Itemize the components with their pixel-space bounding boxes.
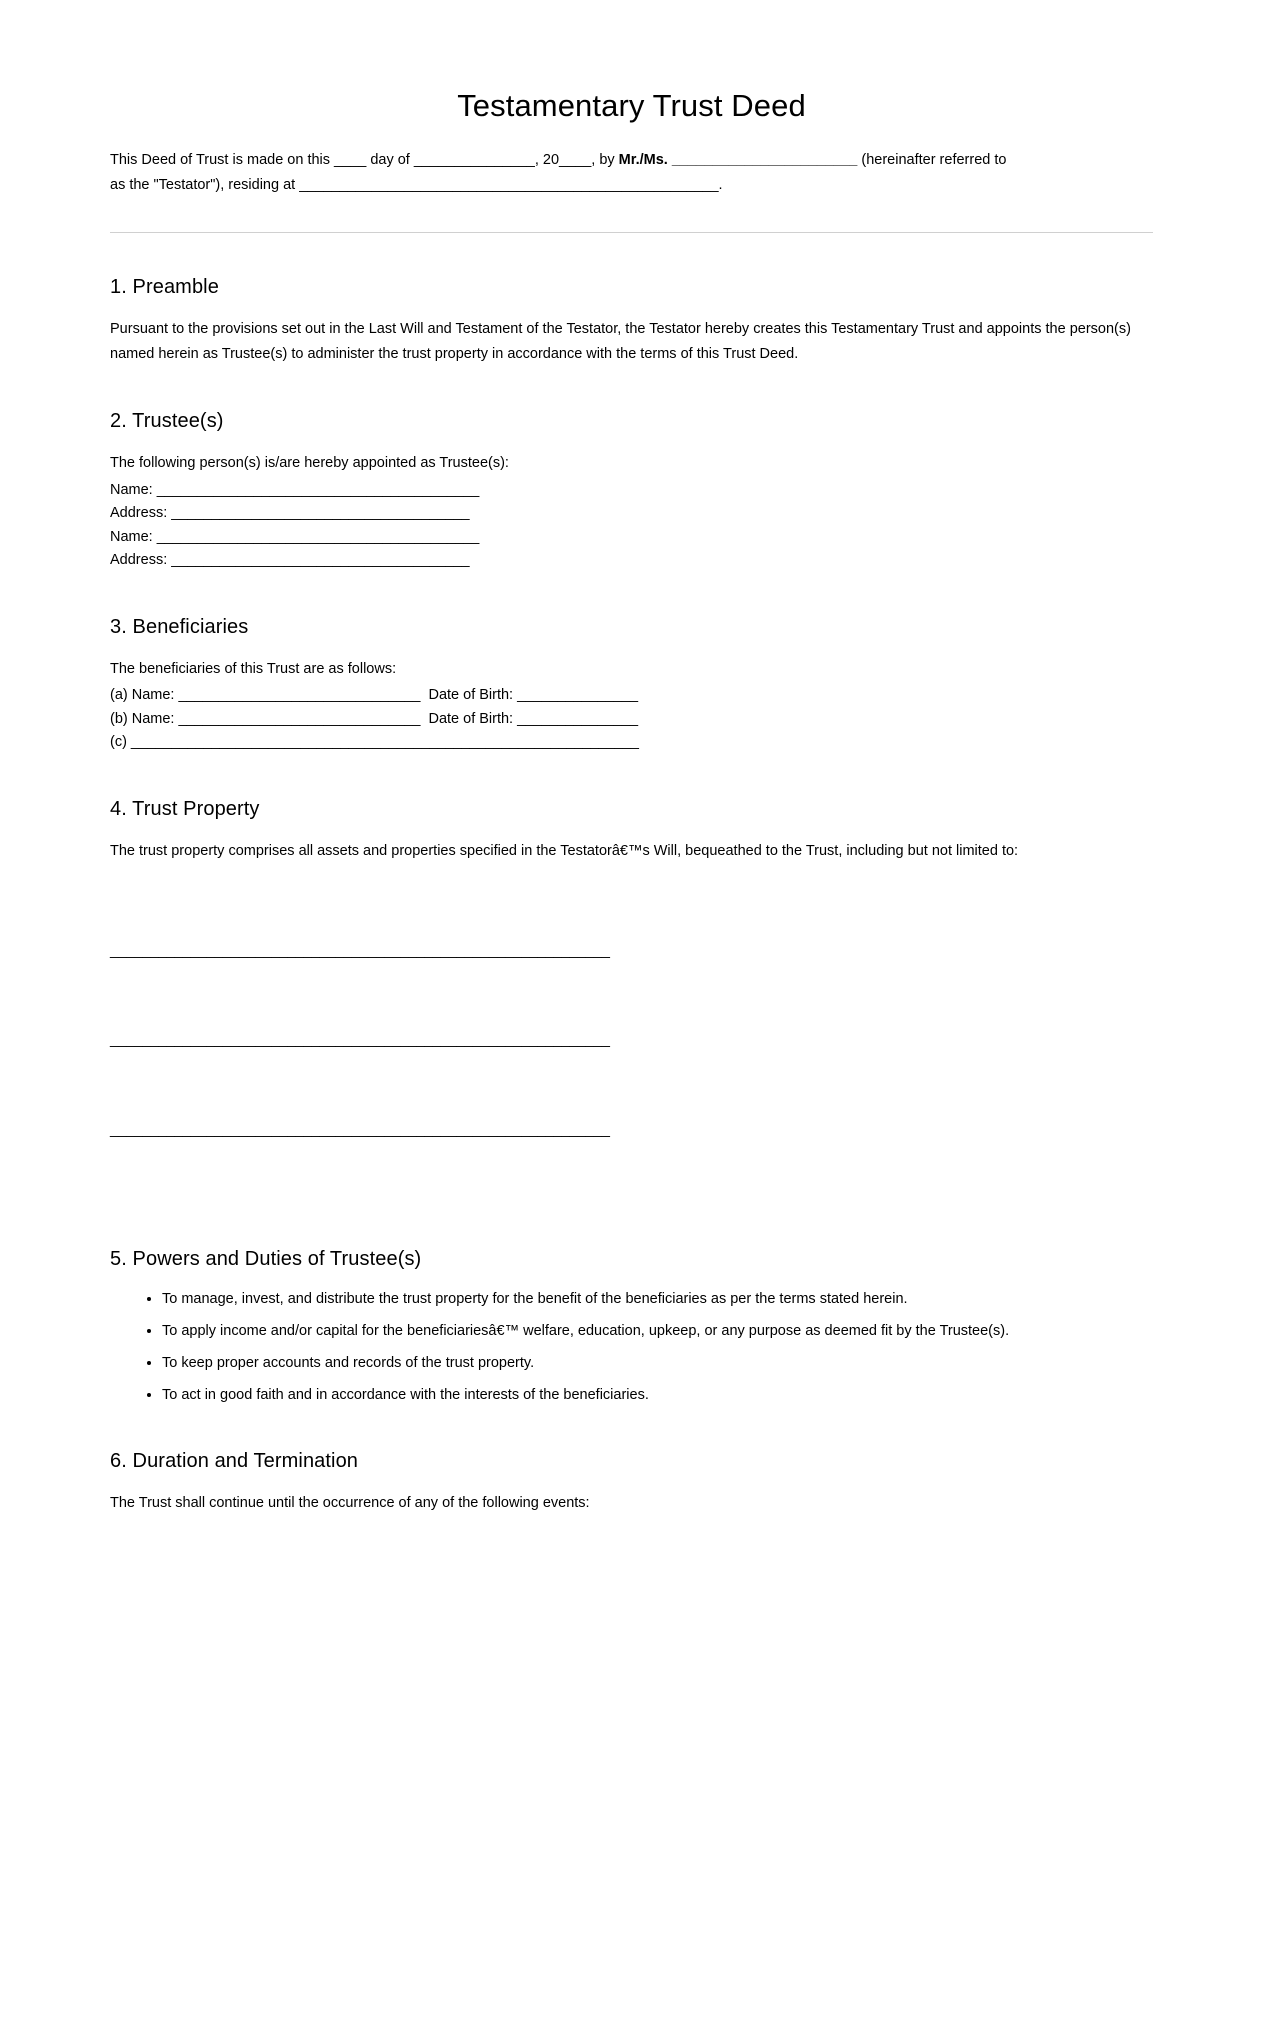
trust-property-blank-lines — [110, 878, 1153, 1205]
beneficiary-fields — [110, 684, 1153, 754]
intro-paragraph — [110, 148, 1153, 199]
section-heading-trust-property: 4. Trust Property — [110, 797, 260, 820]
trustee-name-field-1[interactable]: Name: ________________________________________ — [110, 481, 480, 498]
intro-salutation-label: Mr./Ms. — [618, 152, 668, 168]
trust-property-blank-3[interactable]: ______________________________________________________________ — [110, 1121, 610, 1138]
powers-duties-list — [110, 1288, 1153, 1408]
section-heading-trustees: 2. Trustee(s) — [110, 409, 224, 432]
list-item: • To manage, invest, and distribute the trust property for the benefit of the beneficiaries as per the terms stated herein. — [162, 1288, 1153, 1311]
trust-property-blank-2[interactable]: ______________________________________________________________ — [110, 1032, 610, 1049]
beneficiary-field-a[interactable]: (a) Name: ______________________________ Date of Birth: _______________ — [110, 687, 639, 704]
intro-line1-lead: This Deed of Trust is made on this ____ day of _______________, 20____, by — [110, 152, 619, 168]
beneficiary-field-c[interactable]: (c) _______________________________________________________________ — [110, 734, 639, 751]
section-heading-beneficiaries: 3. Beneficiaries — [110, 615, 249, 638]
trustee-name-field-2[interactable]: Name: ________________________________________ — [110, 528, 480, 545]
trust-property-blank-1[interactable]: ______________________________________________________________ — [110, 943, 610, 960]
list-item: • To apply income and/or capital for the beneficiariesâ€™ welfare, education, upkeep, or any purpose as deemed fit by the Trustee(s). — [162, 1320, 1153, 1343]
beneficiary-field-b[interactable]: (b) Name: ______________________________ Date of Birth: _______________ — [110, 710, 639, 727]
trustee-address-field-1[interactable]: Address: _____________________________________ — [110, 505, 470, 522]
trustee-address-field-2[interactable]: Address: _____________________________________ — [110, 552, 470, 569]
intro-line2: as the "Testator"), residing at ____________________________________________________. — [110, 177, 723, 194]
page-title: Testamentary Trust Deed — [457, 88, 806, 123]
intro-name-blank: _______________________ — [667, 152, 862, 168]
section-body-trustees: The following person(s) is/are hereby appointed as Trustee(s): — [110, 454, 509, 471]
section-heading-duration-termination: 6. Duration and Termination — [110, 1450, 359, 1473]
section-body-preamble: Pursuant to the provisions set out in the Last Will and Testament of the Testator, the Testator hereby creates this Testamentary Trust and appoints the person(s) named herein as Trustee(s) to administer the trust property in accordance with the terms of this Trust Deed. — [110, 320, 1131, 362]
section-body-duration-termination: The Trust shall continue until the occurrence of any of the following events: — [110, 1495, 590, 1512]
trustee-fields — [110, 479, 1153, 573]
section-heading-preamble: 1. Preamble — [110, 275, 219, 298]
list-item: • To act in good faith and in accordance with the interests of the beneficiaries. — [162, 1384, 1153, 1407]
list-item: • To keep proper accounts and records of the trust property. — [162, 1352, 1153, 1375]
section-body-trust-property: The trust property comprises all assets and properties specified in the Testatorâ€™s Will, bequeathed to the Trust, including but not limited to: — [110, 842, 1019, 859]
intro-line1-tail: (hereinafter referred to — [861, 152, 1007, 168]
section-body-beneficiaries: The beneficiaries of this Trust are as follows: — [110, 660, 397, 677]
section-heading-powers-duties: 5. Powers and Duties of Trustee(s) — [110, 1247, 422, 1270]
header-divider — [110, 232, 1153, 233]
